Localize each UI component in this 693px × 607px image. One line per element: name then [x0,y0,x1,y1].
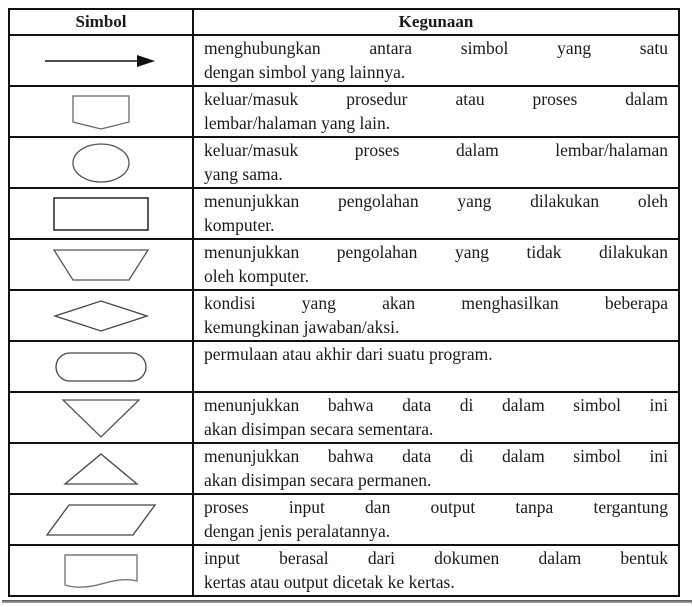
table-row [9,341,679,392]
table-row [9,137,679,188]
usage-text: menunjukkan bahwa data di dalam simbol ini [204,395,668,415]
usage-cell [193,188,679,239]
header-symbol: Simbol [9,9,193,35]
usage-text: proses input dan output tanpa tergantung [204,497,668,517]
input-output-parallelogram-icon [43,501,159,539]
usage-text: lembar/halaman yang lain. [204,113,391,133]
on-page-connector-icon [69,141,133,185]
document-icon [61,551,141,591]
table-row [9,35,679,86]
usage-cell [193,443,679,494]
symbol-cell [9,35,193,86]
usage-text [204,366,668,390]
offline-storage-permanent-icon [61,450,141,488]
symbol-cell [9,137,193,188]
offline-storage-temporary-icon [59,396,143,440]
usage-text: input berasal dari dokumen dalam bentuk [204,548,668,568]
usage-text: yang sama. [204,164,283,184]
table-row [9,290,679,341]
usage-text: permulaan atau akhir dari suatu program. [204,344,493,364]
process-rectangle-icon [51,195,151,233]
usage-text: menunjukkan pengolahan yang dilakukan oleh [204,191,668,211]
usage-text: kemungkinan jawaban/aksi. [204,317,400,337]
symbol-cell [9,392,193,443]
usage-text: akan disimpan secara permanen. [204,470,432,490]
terminator-icon [53,350,149,384]
symbol-cell [9,341,193,392]
table-row [9,392,679,443]
usage-text: kertas atau output dicetak ke kertas. [204,572,455,592]
usage-text: dengan jenis peralatannya. [204,521,391,541]
table-row [9,545,679,596]
table-header-row [9,9,679,35]
flowchart-symbol-table [8,8,680,597]
usage-text: menghubungkan antara simbol yang satu [204,38,668,58]
usage-text: komputer. [204,215,275,235]
symbol-cell [9,86,193,137]
usage-text: keluar/masuk prosedur atau proses dalam [204,89,668,109]
symbol-cell [9,188,193,239]
off-page-connector-icon [69,92,133,132]
usage-cell [193,341,679,392]
page-bottom-rule [2,600,692,603]
table-row [9,494,679,545]
usage-cell [193,35,679,86]
usage-cell [193,545,679,596]
usage-text: menunjukkan bahwa data di dalam simbol ini [204,446,668,466]
symbol-cell [9,545,193,596]
usage-text: kondisi yang akan menghasilkan beberapa [204,293,668,313]
manual-operation-icon [51,247,151,283]
symbol-cell [9,494,193,545]
table-row [9,86,679,137]
usage-text: oleh komputer. [204,266,309,286]
flow-arrow-icon [41,51,161,71]
usage-text: menunjukkan pengolahan yang tidak dilakukan [204,242,668,262]
usage-text: akan disimpan secara sementara. [204,419,434,439]
symbol-cell [9,290,193,341]
usage-cell [193,290,679,341]
header-usage: Kegunaan [193,9,679,35]
symbol-cell [9,239,193,290]
usage-cell [193,392,679,443]
usage-cell [193,239,679,290]
table-row [9,239,679,290]
usage-text: dengan simbol yang lainnya. [204,62,406,82]
usage-text: keluar/masuk proses dalam lembar/halaman [204,140,668,160]
symbol-cell [9,443,193,494]
usage-cell [193,494,679,545]
table-row [9,443,679,494]
usage-cell [193,86,679,137]
decision-diamond-icon [51,298,151,334]
flowchart-symbol-table-container [8,8,678,597]
table-row [9,188,679,239]
usage-cell [193,137,679,188]
